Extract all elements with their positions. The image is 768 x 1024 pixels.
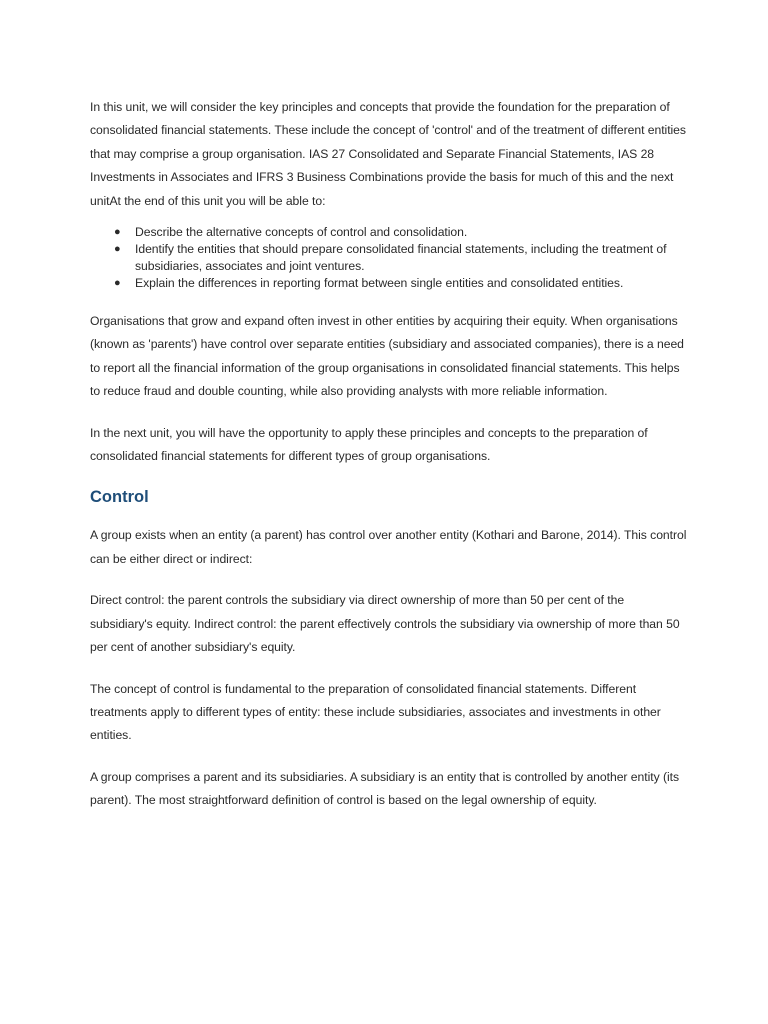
organisations-paragraph: Organisations that grow and expand often invest in other entities by acquiring their equity. When organisations (known as 'parents') have control over separate entities (subsidiary and associated companies), there is a need to report all the financial information of the group organisations in consolidated financial statements. This helps to reduce fraud and double counting, while also providing analysts with more reliable information. (90, 314, 684, 399)
concept-control-paragraph: The concept of control is fundamental to the preparation of consolidated financial statements. Different treatments apply to different types of entity: these include subsidiaries, associates and investments in other entities. (90, 681, 661, 743)
section-heading-control: Control (90, 488, 149, 507)
list-item-text: Identify the entities that should prepare consolidated financial statements, including the treatment of subsidiaries, associates and joint ventures. (135, 242, 667, 274)
learning-outcomes-list (90, 224, 690, 292)
bullet-icon: ● (114, 226, 121, 239)
group-comprises-paragraph: A group comprises a parent and its subsidiaries. A subsidiary is an entity that is controlled by another entity (its parent). The most straightforward definition of control is based on the legal ownership of equity. (90, 769, 679, 808)
bullet-icon: ● (114, 243, 121, 256)
direct-control-paragraph: Direct control: the parent controls the subsidiary via direct ownership of more than 50 per cent of the subsidiary's equity. Indirect control: the parent effectively controls the subsidiary via ownership of more than 50 per cent of another subsidiary's equity. (90, 593, 680, 655)
intro-paragraph: In this unit, we will consider the key principles and concepts that provide the foundation for the preparation of consolidated financial statements. These include the concept of 'control' and of the treatment of different entities that may comprise a group organisation. IAS 27 Consolidated and Separate Financial Statements, IAS 28 Investments in Associates and IFRS 3 Business Combinations provide the basis for much of this and the next unitAt the end of this unit you will be able to: (90, 100, 686, 208)
list-item-text: Explain the differences in reporting format between single entities and consolidated entities. (135, 276, 624, 291)
list-item (90, 275, 690, 292)
next-unit-paragraph: In the next unit, you will have the opportunity to apply these principles and concepts to the preparation of consolidated financial statements for different types of group organisations. (90, 425, 648, 464)
bullet-icon: ● (114, 277, 121, 290)
document-page (90, 96, 690, 813)
list-item (90, 224, 690, 241)
list-item (90, 241, 690, 275)
group-exists-paragraph: A group exists when an entity (a parent) has control over another entity (Kothari and Barone, 2014). This control can be either direct or indirect: (90, 528, 687, 566)
list-item-text: Describe the alternative concepts of control and consolidation. (135, 225, 468, 240)
